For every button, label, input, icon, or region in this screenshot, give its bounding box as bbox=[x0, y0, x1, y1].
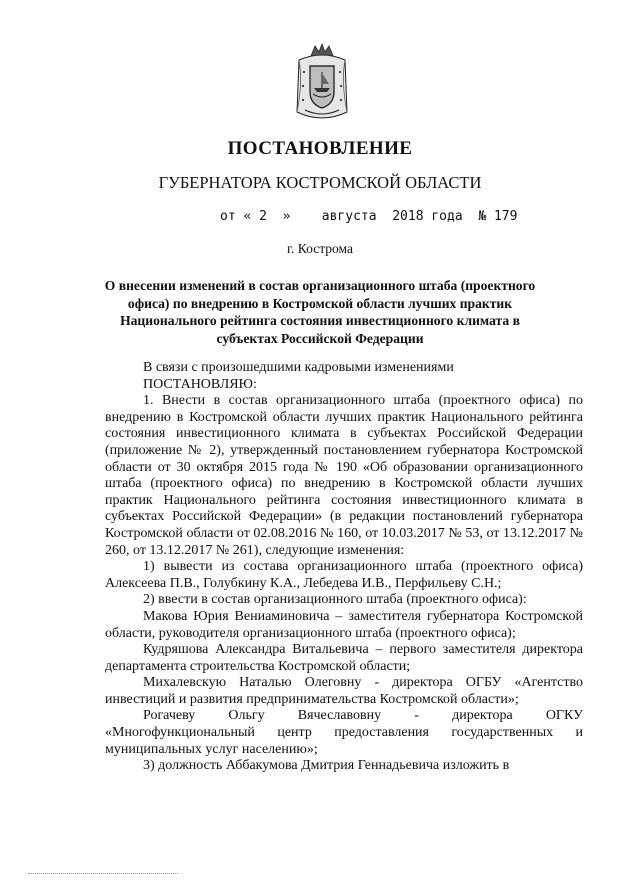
body-paragraph: В связи с произошедшими кадровыми изменениями bbox=[143, 360, 454, 375]
footer-divider bbox=[28, 873, 178, 874]
body-paragraph: 1) вывести из состава организационного штаба (проектного офиса) Алексеева П.В., Голубкину К.А., Лебедева И.В., Перфильеву С.Н.; bbox=[105, 559, 583, 591]
document-body bbox=[105, 360, 583, 775]
date-year: 2018 года bbox=[392, 209, 463, 224]
date-prefix: от « bbox=[220, 209, 252, 224]
body-paragraph: 2) ввести в состав организационного штаба (проектного офиса): bbox=[143, 592, 527, 608]
document-heading: О внесении изменений в состав организационного штаба (проектного офиса) по внедрению в Костромской области лучших практик Национального рейтинга состояния инвестиционного климата в субъектах Российской Федерации bbox=[104, 278, 536, 346]
body-paragraph: Кудряшова Александра Витальевича – первого заместителя директора департамента строительства Костромской области; bbox=[105, 642, 583, 674]
date-day: 2 bbox=[259, 209, 267, 224]
date-month: августа bbox=[321, 209, 377, 224]
number-sign: № bbox=[478, 209, 487, 224]
document-number: 179 bbox=[493, 209, 518, 224]
date-number-line bbox=[220, 209, 517, 224]
body-paragraph: 1. Внести в состав организационного штаба (проектного офиса) по внедрению в Костромской области лучших практик Национального рейтинга состояния инвестиционного климата в субъектах Российской Федерации (приложение № 2), утвержденный постановлением губернатора Костромской области от 30 октября 2015 года № 190 «Об образовании организационного штаба (проектного офиса) по внедрению в Костромской области лучших практик Национального рейтинга состояния инвестиционного климата в субъектах Российской Федерации» (в редакции постановлений губернатора Костромской области от 02.08.2016 № 160, от 10.03.2017 № 53, от 13.12.2017 № 260, от 13.12.2017 № 261), следующие изменения: bbox=[105, 393, 583, 558]
issuer-subtitle: ГУБЕРНАТОРА КОСТРОМСКОЙ ОБЛАСТИ bbox=[158, 173, 482, 192]
coat-of-arms-emblem bbox=[293, 42, 351, 124]
place-of-issue: г. Кострома bbox=[287, 241, 353, 256]
body-paragraph: 3) должность Аббакумова Дмитрия Геннадьевича изложить в bbox=[143, 758, 510, 774]
date-close: » bbox=[282, 209, 291, 224]
document-type-title: ПОСТАНОВЛЕНИЕ bbox=[227, 138, 413, 159]
body-paragraph: Макова Юрия Вениаминовича – заместителя губернатора Костромской области, руководителя организационного штаба (проектного офиса); bbox=[105, 608, 583, 641]
body-paragraph: ПОСТАНОВЛЯЮ: bbox=[143, 376, 257, 392]
body-paragraph: Рогачеву Ольгу Вячеславовну - директора ОГКУ «Многофункциональный центр предоставления государственных и муниципальных услуг населению»; bbox=[105, 708, 583, 757]
body-paragraph: Михалевскую Наталью Олеговну - директора ОГБУ «Агентство инвестиций и развития предпринимательства Костромской области»; bbox=[105, 675, 583, 707]
